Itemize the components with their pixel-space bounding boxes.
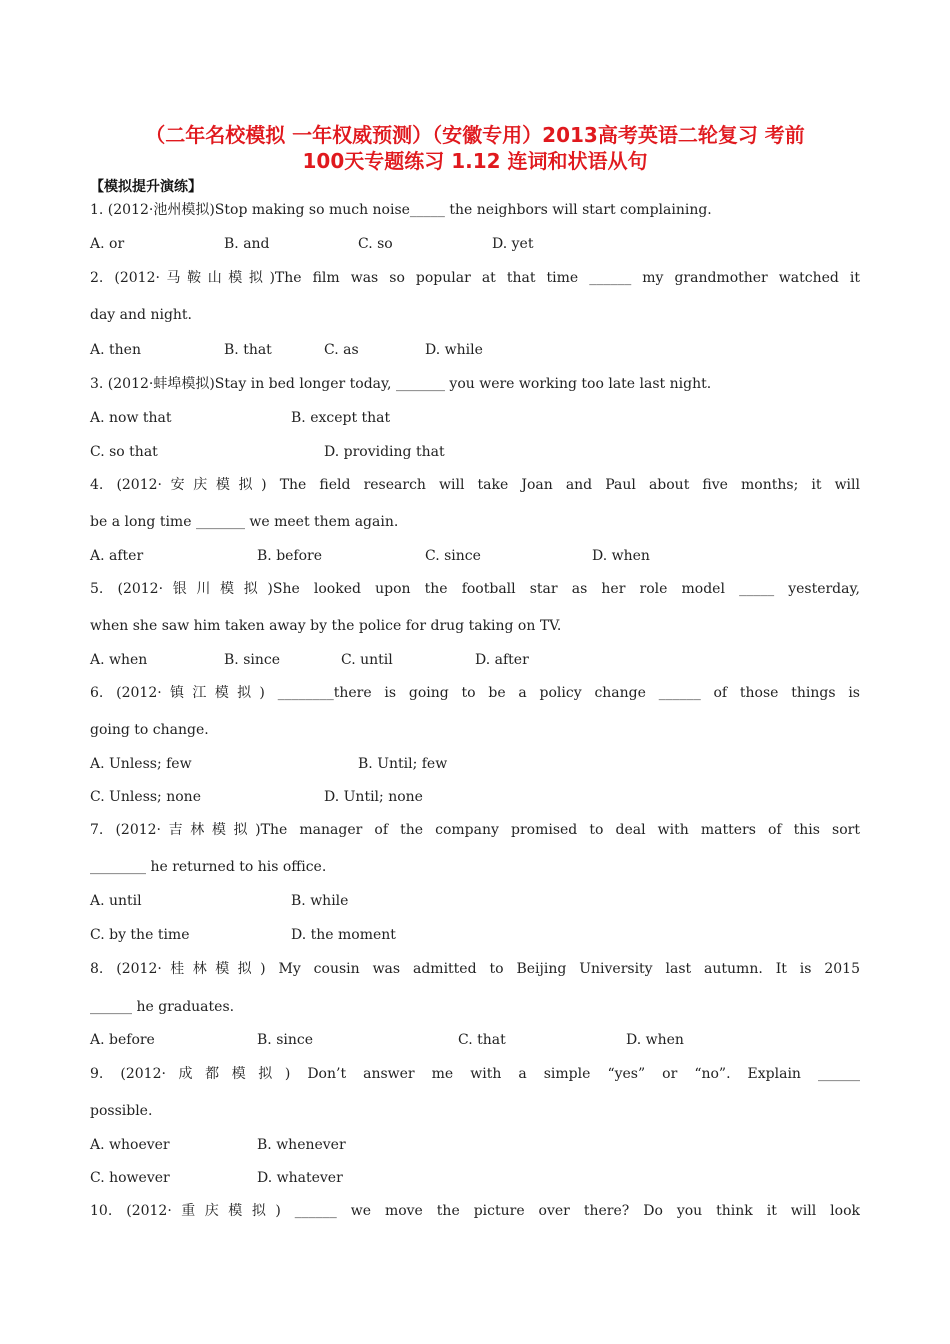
document-title-line-2: 100天专题练习 1.12 连词和状语从句: [302, 149, 648, 173]
question-5-stem-line-2: when she saw him taken away by the police for drug taking on TV.: [90, 618, 562, 634]
question-8-option-b: B. since: [257, 1032, 313, 1048]
question-4-option-a: A. after: [90, 548, 144, 564]
question-8-option-a: A. before: [90, 1032, 155, 1048]
question-2-option-d: D. while: [425, 342, 483, 358]
question-7-option-d: D. the moment: [291, 927, 396, 943]
question-5-option-c: C. until: [341, 652, 393, 668]
question-9-stem-line-2: possible.: [90, 1103, 153, 1119]
question-5-option-d: D. after: [475, 652, 529, 668]
question-8-option-c: C. that: [458, 1032, 506, 1048]
question-9-option-a: A. whoever: [90, 1137, 170, 1153]
question-4-stem-line-1: 4. (2012·安庆模拟) The field research will take Joan and Paul about five months; it will: [90, 477, 860, 493]
question-9-option-c: C. however: [90, 1170, 170, 1186]
question-6-option-a: A. Unless; few: [90, 756, 192, 772]
question-3-option-b: B. except that: [291, 410, 391, 426]
question-5-stem-line-1: 5. (2012·银川模拟)She looked upon the football star as her role model _____ yesterday,: [90, 581, 860, 597]
question-2-option-c: C. as: [324, 342, 359, 358]
question-9-option-b: B. whenever: [257, 1137, 346, 1153]
question-6-option-d: D. Until; none: [324, 789, 423, 805]
question-2-option-b: B. that: [224, 342, 272, 358]
question-5-option-a: A. when: [90, 652, 148, 668]
question-2-option-a: A. then: [90, 342, 141, 358]
question-1-option-c: C. so: [358, 236, 393, 252]
question-2-stem-line-2: day and night.: [90, 307, 192, 323]
question-4-option-b: B. before: [257, 548, 323, 564]
question-5-option-b: B. since: [224, 652, 280, 668]
question-1-stem-line-1: 1. (2012·池州模拟)Stop making so much noise_____ the neighbors will start complaining.: [90, 202, 712, 218]
question-7-option-b: B. while: [291, 893, 349, 909]
question-3-option-a: A. now that: [90, 410, 172, 426]
question-9-option-d: D. whatever: [257, 1170, 343, 1186]
question-4-option-c: C. since: [425, 548, 481, 564]
question-3-option-d: D. providing that: [324, 444, 445, 460]
question-9-stem-line-1: 9. (2012·成都模拟) Don’t answer me with a simple “yes” or “no”. Explain ______: [90, 1066, 860, 1082]
section-heading: 【模拟提升演练】: [90, 179, 202, 195]
question-7-stem-line-1: 7. (2012·吉林模拟)The manager of the company promised to deal with matters of this sort: [90, 822, 860, 838]
question-1-option-a: A. or: [90, 236, 125, 252]
question-4-option-d: D. when: [592, 548, 650, 564]
question-3-option-c: C. so that: [90, 444, 158, 460]
question-2-stem-line-1: 2. (2012·马鞍山模拟)The film was so popular at that time ______ my grandmother watched it: [90, 270, 860, 286]
question-6-stem-line-1: 6. (2012·镇江模拟) ________there is going to be a policy change ______ of those things is: [90, 685, 860, 701]
question-1-option-d: D. yet: [492, 236, 534, 252]
question-8-stem-line-2: ______ he graduates.: [90, 999, 235, 1015]
question-1-option-b: B. and: [224, 236, 270, 252]
question-6-option-c: C. Unless; none: [90, 789, 201, 805]
question-8-stem-line-1: 8. (2012·桂林模拟) My cousin was admitted to Beijing University last autumn. It is 2015: [90, 961, 860, 977]
question-6-stem-line-2: going to change.: [90, 722, 209, 738]
question-6-option-b: B. Until; few: [358, 756, 448, 772]
question-4-stem-line-2: be a long time _______ we meet them again.: [90, 514, 399, 530]
question-7-option-c: C. by the time: [90, 927, 190, 943]
question-10-stem-line-1: 10. (2012·重庆模拟) ______ we move the picture over there? Do you think it will look: [90, 1203, 860, 1219]
document-title-line-1: （二年名校模拟 一年权威预测）（安徽专用）2013高考英语二轮复习 考前: [145, 123, 805, 147]
question-8-option-d: D. when: [626, 1032, 684, 1048]
question-7-option-a: A. until: [90, 893, 142, 909]
question-3-stem-line-1: 3. (2012·蚌埠模拟)Stay in bed longer today, _______ you were working too late last night.: [90, 376, 712, 392]
question-7-stem-line-2: ________ he returned to his office.: [90, 859, 327, 875]
